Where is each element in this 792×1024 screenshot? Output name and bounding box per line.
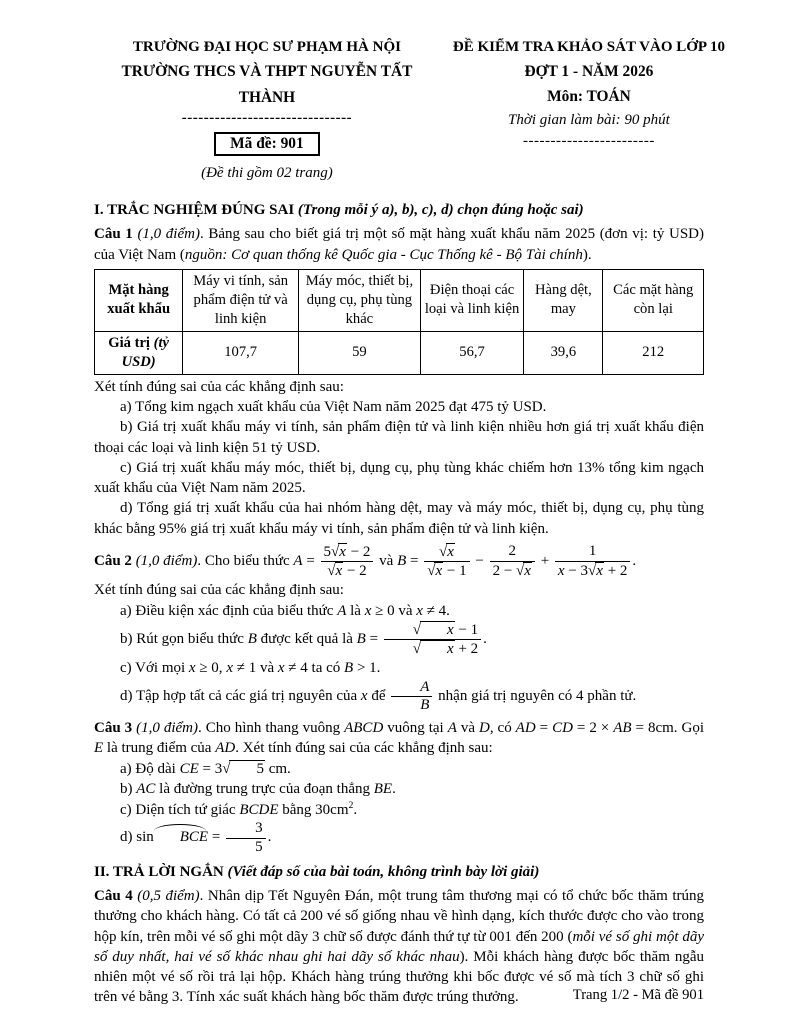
question-2-intro: Câu 2 (1,0 điểm). Cho biểu thức A = $\frac{5√x - 2}{√x - 2}$ và B = $\frac{√x}{√x - 1}$ − $\frac{2}{2 - √x}$ + $\frac{1}{x - 3√x + 2}$ . bbox=[94, 543, 637, 579]
table-header-mat-hang: Mặt hàng xuất khẩu bbox=[95, 269, 183, 331]
table-value-2: 59 bbox=[299, 331, 421, 374]
question-3-item-c: c) Diện tích tứ giác BCDE bằng $30cm^2$. bbox=[120, 800, 358, 818]
question-1-item-d: d) Tổng giá trị xuất khẩu của hai nhóm hàng dệt, may và máy móc, thiết bị, dụng cụ, phụ tùng khác bằng 95% giá trị xuất khẩu máy vi tính, sản phẩm điện tử và linh kiện. bbox=[94, 500, 704, 537]
section-1-title: I. TRẮC NGHIỆM ĐÚNG SAI (Trong mỗi ý a), b), c), d) chọn đúng hoặc sai) bbox=[94, 202, 584, 219]
divider-dashes-left: ------------------------------- bbox=[181, 110, 353, 127]
question-3-intro: Câu 3 (1,0 điểm). Cho hình thang vuông ABCD vuông tại A và D, có AD = CD = 2 × AB = 8cm. Gọi E là trung điểm của AD. Xét tính đúng sai của các khẳng định sau: bbox=[94, 720, 704, 757]
table-value-row bbox=[95, 331, 704, 374]
question-2-item-a: a) Điều kiện xác định của biểu thức A là x ≥ 0 và x ≠ 4. bbox=[120, 602, 450, 619]
question-2-check-line: Xét tính đúng sai của các khẳng định sau: bbox=[94, 582, 344, 599]
table-header-col-5: Các mặt hàng còn lại bbox=[603, 269, 704, 331]
question-3-item-d: d) sin BCE = $\frac{3}{5}$ . bbox=[120, 820, 272, 855]
export-values-table bbox=[94, 269, 704, 375]
question-2-item-b: b) Rút gọn biểu thức B được kết quả là B = $\frac{√ x - 1}{√ x + 2}$ . bbox=[120, 621, 487, 657]
table-header-col-2: Máy móc, thiết bị, dụng cụ, phụ tùng khác bbox=[299, 269, 421, 331]
question-2-item-d: d) Tập hợp tất cả các giá trị nguyên của x để $\frac{A}{B}$ nhận giá trị nguyên có 4 phần tử. bbox=[120, 678, 637, 713]
table-value-5: 212 bbox=[603, 331, 704, 374]
question-2-item-c: c) Với mọi x ≥ 0, x ≠ 1 và x ≠ 4 ta có B > 1. bbox=[120, 660, 381, 677]
table-row-label: Giá trị (tỷ USD) bbox=[95, 331, 183, 374]
exam-code-box: Mã đề: 901 bbox=[214, 132, 320, 156]
exam-duration: Thời gian làm bài: 90 phút bbox=[508, 111, 670, 128]
exam-title: ĐỀ KIỂM TRA KHẢO SÁT VÀO LỚP 10 bbox=[452, 39, 725, 55]
university-name: TRƯỜNG ĐẠI HỌC SƯ PHẠM HÀ NỘI bbox=[132, 39, 401, 55]
exam-header bbox=[94, 36, 738, 182]
exam-subject: Môn: TOÁN bbox=[547, 88, 631, 106]
question-3-item-b: b) AC là đường trung trực của đoạn thẳng BE. bbox=[120, 780, 396, 797]
table-header-col-1: Máy vi tính, sản phẩm điện tử và linh kiện bbox=[183, 269, 299, 331]
exam-code-box-wrap bbox=[94, 125, 440, 156]
table-header-col-4: Hàng dệt, may bbox=[524, 269, 603, 331]
table-header-col-3: Điện thoại các loại và linh kiện bbox=[420, 269, 524, 331]
question-1-item-a: a) Tổng kim ngạch xuất khẩu của Việt Nam năm 2025 đạt 475 tỷ USD. bbox=[120, 399, 547, 415]
table-header-row bbox=[95, 269, 704, 331]
exam-round: ĐỢT 1 - NĂM 2026 bbox=[524, 62, 654, 80]
pages-note: (Đề thi gồm 02 trang) bbox=[201, 165, 333, 182]
table-value-4: 39,6 bbox=[524, 331, 603, 374]
table-value-1: 107,7 bbox=[183, 331, 299, 374]
question-1-item-c: c) Giá trị xuất khẩu máy móc, thiết bị, dụng cụ, phụ tùng khác chiếm hơn 13% tổng kim ngạch xuất khẩu của Việt Nam năm 2025. bbox=[94, 459, 704, 496]
question-1-intro: Câu 1 (1,0 điểm). Bảng sau cho biết giá trị một số mặt hàng xuất khẩu năm 2025 (đơn vị: tỷ USD) của Việt Nam (nguồn: Cơ quan thống kê Quốc gia - Cục Thống kê - Bộ Tài chính). bbox=[94, 226, 704, 263]
school-name: TRƯỜNG THCS VÀ THPT NGUYỄN TẤT THÀNH bbox=[121, 62, 413, 107]
exam-body bbox=[94, 200, 704, 1007]
question-4-intro: Câu 4 (0,5 điểm). Nhân dịp Tết Nguyên Đán, một trung tâm thương mại có tổ chức bốc thăm trúng thưởng cho khách hàng. Có tất cả 200 vé số giống nhau về hình dạng, kích thước được cho vào trong hộp kín, trên mỗi vé số ghi một dãy 3 chữ số được đánh thứ tự từ 001 đến 200 (mỗi vé số ghi một dãy số duy nhất, hai vé số khác nhau ghi hai dãy số khác nhau). Mỗi khách hàng được bốc thăm ngẫu nhiên một vé số rồi trả lại hộp. Khách hàng trúng thưởng khi bốc được vé số mà tích 3 chữ số ghi trên vé bằng 3. Tính xác suất khách hàng bốc thăm được trúng thưởng. bbox=[94, 888, 704, 1006]
question-1-item-b: b) Giá trị xuất khẩu máy vi tính, sản phẩm điện tử và linh kiện nhiều hơn giá trị xuất khẩu điện thoại các loại và linh kiện 51 tỷ USD. bbox=[94, 419, 704, 456]
table-value-3: 56,7 bbox=[420, 331, 524, 374]
page-footer: Trang 1/2 - Mã đề 901 bbox=[572, 987, 704, 1003]
divider-dashes-right: ------------------------ bbox=[522, 132, 655, 149]
exam-title-block bbox=[440, 36, 738, 151]
section-2-title: II. TRẢ LỜI NGẮN (Viết đáp số của bài toán, không trình bày lời giải) bbox=[94, 863, 540, 880]
question-1-check-line: Xét tính đúng sai của các khẳng định sau: bbox=[94, 378, 344, 395]
question-3-item-a: a) Độ dài CE = 3√ 5 cm. bbox=[120, 760, 291, 777]
school-block bbox=[94, 36, 440, 182]
